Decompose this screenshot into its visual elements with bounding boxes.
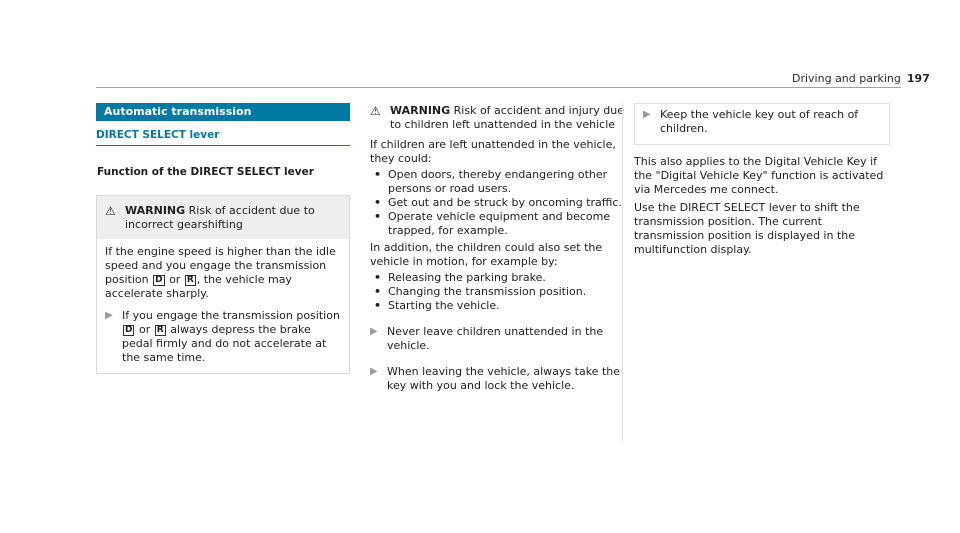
step-arrow-icon: ▶ xyxy=(370,326,378,337)
list-item: • Operate vehicle equipment and become trapped, for example. xyxy=(370,210,624,238)
gear-r-icon: R xyxy=(186,275,194,285)
instruction-step: ▶ When leaving the vehicle, always take the key with you and lock the vehicle. xyxy=(370,365,621,392)
instruction-step: ▶ Never leave children unattended in the vehicle. xyxy=(370,325,604,352)
subheading: DIRECT SELECT lever xyxy=(96,128,350,146)
header-title: Driving and parking xyxy=(792,72,901,85)
warning-label: WARNING xyxy=(390,104,451,117)
list-item: • Get out and be struck by oncoming traffic. xyxy=(370,196,624,210)
list-item: • Starting the vehicle. xyxy=(370,299,624,313)
list-item: • Changing the transmission position. xyxy=(370,285,624,299)
section-title: Automatic transmission xyxy=(96,103,350,121)
bullet-icon: • xyxy=(374,299,382,312)
column-3 xyxy=(634,103,890,257)
header-divider xyxy=(96,87,901,88)
bullet-icon: • xyxy=(374,210,382,223)
gear-r-icon: R xyxy=(156,325,164,335)
warning-box-gearshifting xyxy=(96,195,350,374)
step-arrow-icon: ▶ xyxy=(370,366,378,377)
instruction-step: ▶ Keep the vehicle key out of reach of children. xyxy=(643,108,859,135)
gear-d-icon: D xyxy=(155,275,163,285)
warning-body-children xyxy=(370,134,624,393)
column-divider xyxy=(622,103,623,441)
warning-continuation-box xyxy=(634,103,890,145)
paragraph-digital-key: This also applies to the Digital Vehicle Key if the "Digital Vehicle Key" function is activated via Mercedes me connect. xyxy=(634,155,884,196)
gear-d-icon: D xyxy=(125,325,133,335)
warning-label: WARNING xyxy=(125,204,186,217)
step-arrow-icon: ▶ xyxy=(643,109,651,120)
bullet-icon: • xyxy=(374,285,382,298)
list-item: • Open doors, thereby endangering other persons or road users. xyxy=(370,168,624,196)
bullet-list-1 xyxy=(370,168,624,238)
warning-heading: Risk of accident due to incorrect gearshifting xyxy=(125,204,315,231)
page-number: 197 xyxy=(906,72,930,85)
column-1 xyxy=(96,103,350,374)
bullet-list-2 xyxy=(370,271,624,313)
warning-triangle-icon: ⚠ xyxy=(370,104,381,118)
column-2 xyxy=(370,103,624,393)
bullet-icon: • xyxy=(374,271,382,284)
paragraph-direct-select: Use the DIRECT SELECT lever to shift the transmission position. The current transmission position is displayed in the multifunction display. xyxy=(634,201,860,256)
warning-heading: Risk of accident and injury due to children left unattended in the vehicle xyxy=(390,104,624,131)
running-header xyxy=(792,72,930,86)
warning-intro-2: In addition, the children could also set the vehicle in motion, for example by: xyxy=(370,241,603,268)
warning-triangle-icon: ⚠ xyxy=(105,204,116,218)
step-arrow-icon: ▶ xyxy=(105,310,113,321)
warning-header xyxy=(97,196,349,239)
instruction-step: ▶ If you engage the transmission position D or R always depress the brake pedal firmly and do not accelerate at the same time. xyxy=(105,309,340,364)
bullet-icon: • xyxy=(374,196,382,209)
function-title: Function of the DIRECT SELECT lever xyxy=(97,166,314,178)
bullet-icon: • xyxy=(374,168,382,181)
list-item: • Releasing the parking brake. xyxy=(370,271,624,285)
warning-header-children xyxy=(370,103,624,134)
warning-body xyxy=(97,239,349,373)
warning-intro: If children are left unattended in the vehicle, they could: xyxy=(370,138,616,165)
warning-paragraph: If the engine speed is higher than the idle speed and you engage the transmission position D or R , the vehicle may accelerate sharply. xyxy=(105,245,336,300)
